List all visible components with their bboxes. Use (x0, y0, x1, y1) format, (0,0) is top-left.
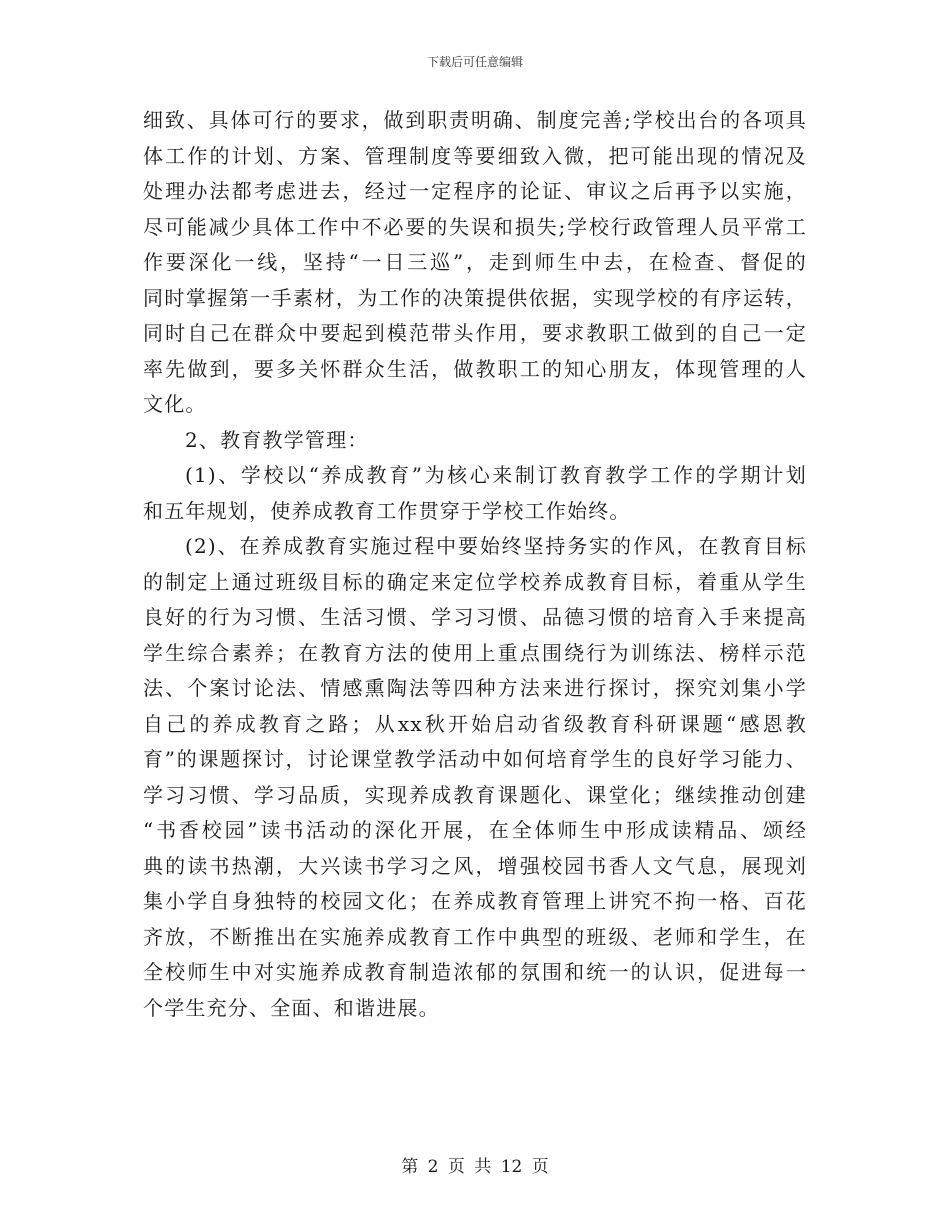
text-line: 尽可能减少具体工作中不必要的失误和损失;学校行政管理人员平常工 (143, 214, 807, 239)
section-heading: 2、教育教学管理： (185, 427, 369, 452)
text-line: 法、个案讨论法、情感熏陶法等四种方法来进行探讨，探究刘集小学 (143, 676, 807, 700)
page-header-note: 下载后可任意编辑 (426, 55, 523, 69)
text-line: 典的读书热潮，大兴读书学习之风，增强校园书香人文气息，展现刘 (143, 853, 807, 878)
text-line: 学习习惯、学习品质，实现养成教育课题化、课堂化；继续推动创建 (143, 782, 807, 807)
text-line: (1)、学校以“养成教育”为核心来制订教育教学工作的学期计划 (185, 463, 807, 487)
text-line: 良好的行为习惯、生活习惯、学习习惯、品德习惯的培育入手来提高 (143, 605, 807, 629)
text-line: 的制定上通过班级目标的确定来定位学校养成教育目标，着重从学生 (143, 569, 807, 594)
text-line: (2)、在养成教育实施过程中要始终坚持务实的作风，在教育目标 (185, 534, 807, 558)
text-line: 全校师生中对实施养成教育制造浓郁的氛围和统一的认识，促进每一 (143, 960, 807, 984)
text-line: 处理办法都考虑进去，经过一定程序的论证、审议之后再予以实施， (143, 179, 807, 203)
text-line: 同时自己在群众中要起到模范带头作用，要求教职工做到的自己一定 (143, 321, 807, 345)
text-line: “书香校园”读书活动的深化开展，在全体师生中形成读精品、颂经 (143, 818, 807, 842)
text-line: 和五年规划，使养成教育工作贯穿于学校工作始终。 (143, 498, 631, 523)
text-line: 文化。 (143, 392, 207, 416)
page-number: 第 2 页 共 12 页 (401, 1157, 549, 1177)
text-line: 率先做到，要多关怀群众生活，做教职工的知心朋友，体现管理的人 (143, 356, 807, 381)
text-line: 个学生充分、全面、和谐进展。 (143, 995, 440, 1020)
text-line: 作要深化一线，坚持“一日三巡”，走到师生中去，在检查、督促的 (143, 250, 807, 274)
text-line: 自己的养成教育之路；从xx秋开始启动省级教育科研课题“感恩教 (143, 711, 807, 736)
document-body (143, 103, 807, 1026)
text-line: 体工作的计划、方案、管理制度等要细致入微，把可能出现的情况及 (143, 143, 807, 168)
text-line: 同时掌握第一手素材，为工作的决策提供依据，实现学校的有序运转， (143, 285, 807, 310)
text-line: 细致、具体可行的要求，做到职责明确、制度完善;学校出台的各项具 (143, 108, 807, 132)
text-line: 齐放，不断推出在实施养成教育工作中典型的班级、老师和学生，在 (143, 924, 807, 949)
text-line: 育”的课题探讨，讨论课堂教学活动中如何培育学生的良好学习能力、 (143, 747, 807, 771)
text-line: 集小学自身独特的校园文化；在养成教育管理上讲究不拘一格、百花 (143, 889, 807, 913)
text-line: 学生综合素养；在教育方法的使用上重点围绕行为训练法、榜样示范 (143, 640, 807, 665)
